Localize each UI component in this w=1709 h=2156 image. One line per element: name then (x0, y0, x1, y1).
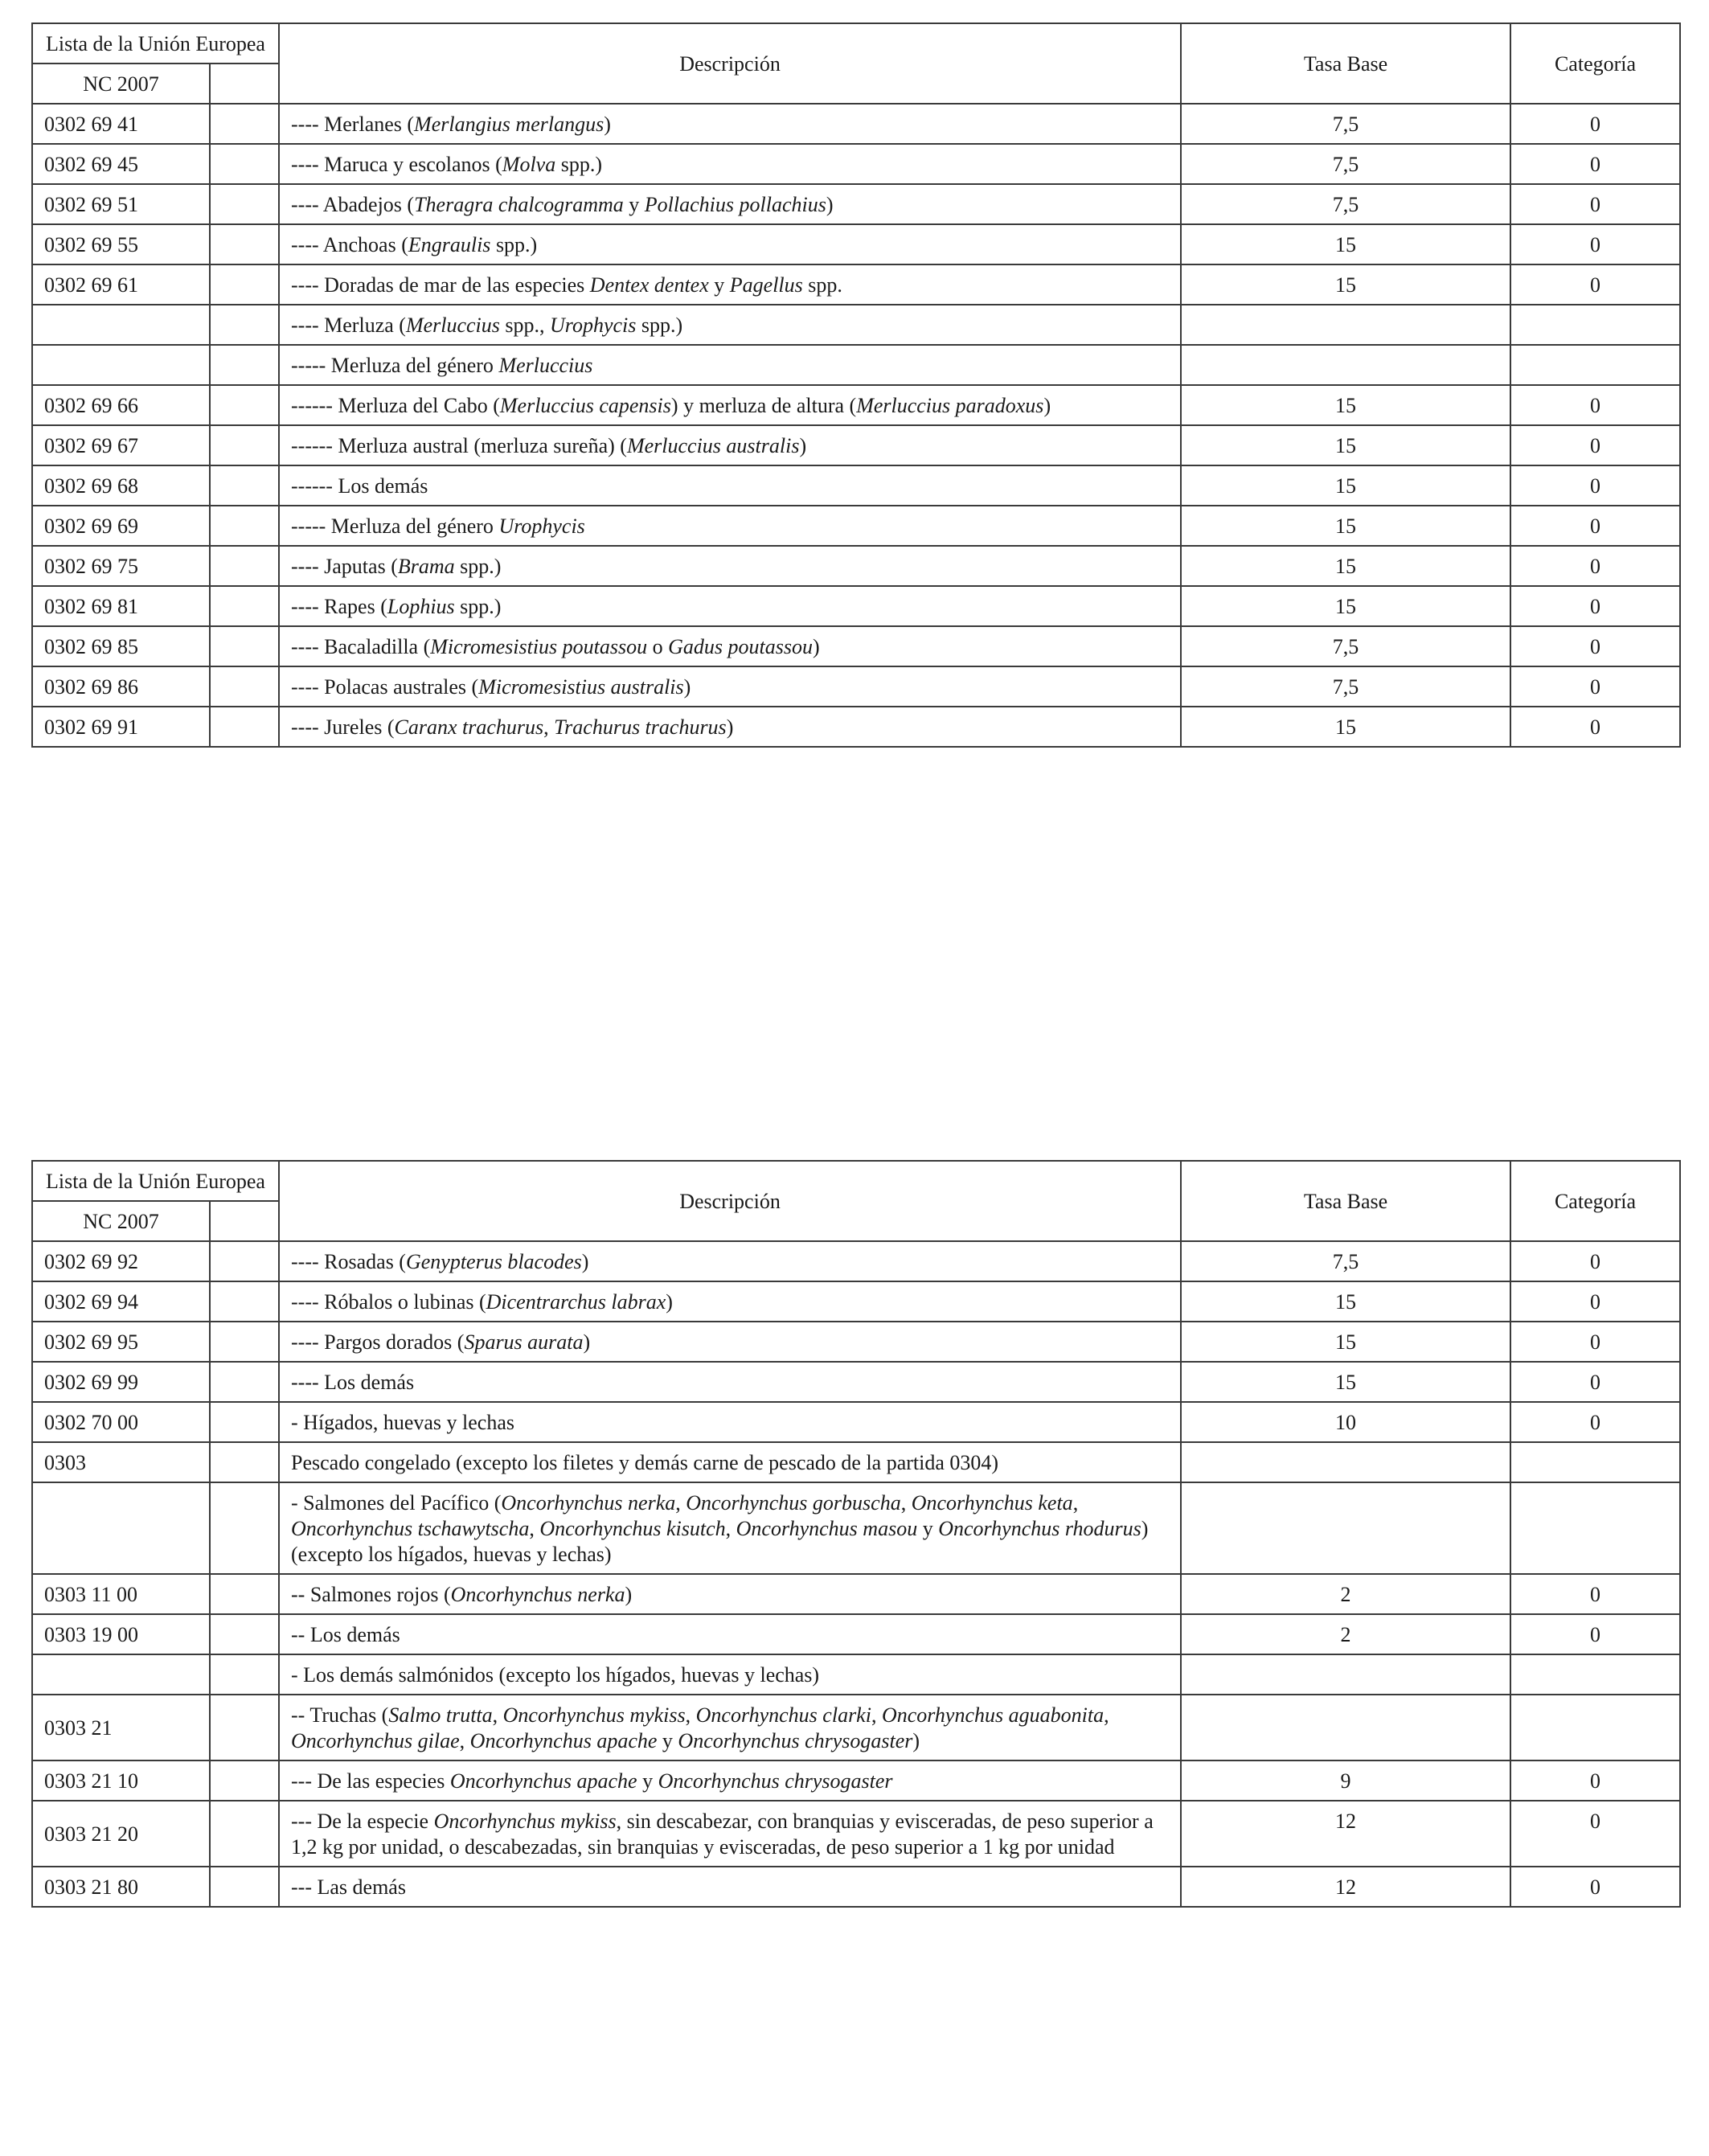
category-cell: 0 (1510, 1281, 1680, 1322)
base-rate-cell: 10 (1181, 1402, 1510, 1442)
table-row (32, 224, 1680, 264)
category-cell: 0 (1510, 465, 1680, 506)
base-rate-cell (1181, 1482, 1510, 1574)
table-row (32, 546, 1680, 586)
nc-header-cell: NC 2007 (32, 64, 210, 104)
spacer-cell (210, 1281, 279, 1322)
nc-code-cell (32, 1654, 210, 1695)
table-body (32, 104, 1680, 747)
nc-code-cell: 0302 69 99 (32, 1362, 210, 1402)
spacer-cell (210, 264, 279, 305)
base-rate-cell: 12 (1181, 1867, 1510, 1907)
base-rate-cell: 15 (1181, 546, 1510, 586)
base-rate-cell: 2 (1181, 1574, 1510, 1614)
category-cell: 0 (1510, 1574, 1680, 1614)
spacer-cell (210, 385, 279, 425)
table-row (32, 465, 1680, 506)
category-cell: 0 (1510, 1801, 1680, 1867)
nc-code-cell: 0303 21 20 (32, 1801, 210, 1867)
nc-code-cell: 0302 69 68 (32, 465, 210, 506)
spacer-cell (210, 425, 279, 465)
spacer-cell (210, 1482, 279, 1574)
table-row (32, 1241, 1680, 1281)
base-rate-cell: 7,5 (1181, 184, 1510, 224)
base-rate-cell: 2 (1181, 1614, 1510, 1654)
base-rate-header-cell: Tasa Base (1181, 23, 1510, 104)
nc-code-cell: 0302 69 94 (32, 1281, 210, 1322)
description-cell: ------ Los demás (279, 465, 1181, 506)
description-cell: ----- Merluza del género Urophycis (279, 506, 1181, 546)
description-cell: ---- Rapes (Lophius spp.) (279, 586, 1181, 626)
category-cell: 0 (1510, 1760, 1680, 1801)
table-row (32, 1614, 1680, 1654)
category-cell: 0 (1510, 1241, 1680, 1281)
category-cell: 0 (1510, 224, 1680, 264)
description-cell: ------ Merluza austral (merluza sureña) (Merluccius australis) (279, 425, 1181, 465)
table-row (32, 1760, 1680, 1801)
base-rate-cell: 7,5 (1181, 666, 1510, 707)
header-row (32, 23, 1680, 64)
description-cell: - Los demás salmónidos (excepto los hígados, huevas y lechas) (279, 1654, 1181, 1695)
nc-header-cell: NC 2007 (32, 1201, 210, 1241)
table-row (32, 264, 1680, 305)
base-rate-cell (1181, 1654, 1510, 1695)
nc-code-cell (32, 1482, 210, 1574)
category-cell: 0 (1510, 184, 1680, 224)
spacer-cell (210, 1801, 279, 1867)
description-cell: ---- Los demás (279, 1362, 1181, 1402)
category-cell: 0 (1510, 385, 1680, 425)
table-row (32, 586, 1680, 626)
category-cell (1510, 345, 1680, 385)
category-cell: 0 (1510, 626, 1680, 666)
table-row (32, 144, 1680, 184)
spacer-cell (210, 1402, 279, 1442)
table-row (32, 1402, 1680, 1442)
description-cell: ---- Bacaladilla (Micromesistius poutassou o Gadus poutassou) (279, 626, 1181, 666)
spacer-cell (210, 1867, 279, 1907)
base-rate-cell: 7,5 (1181, 144, 1510, 184)
base-rate-cell: 15 (1181, 1322, 1510, 1362)
category-cell: 0 (1510, 506, 1680, 546)
nc-code-cell: 0302 69 81 (32, 586, 210, 626)
category-cell: 0 (1510, 707, 1680, 747)
description-cell: - Hígados, huevas y lechas (279, 1402, 1181, 1442)
spacer-cell (210, 626, 279, 666)
description-cell: ---- Rosadas (Genypterus blacodes) (279, 1241, 1181, 1281)
category-cell (1510, 1482, 1680, 1574)
spacer-cell (210, 1362, 279, 1402)
table-row (32, 1482, 1680, 1574)
description-cell: - Salmones del Pacífico (Oncorhynchus nerka, Oncorhynchus gorbuscha, Oncorhynchus keta, Oncorhynchus tschawytscha, Oncorhynchus kisutch, Oncorhynchus masou y Oncorhynchus rhodurus) (excepto los hígados, huevas y lechas) (279, 1482, 1181, 1574)
description-header-cell: Descripción (279, 1161, 1181, 1241)
spacer-cell (210, 1442, 279, 1482)
nc-code-cell: 0302 69 41 (32, 104, 210, 144)
description-cell: --- De la especie Oncorhynchus mykiss, sin descabezar, con branquias y evisceradas, de peso superior a 1,2 kg por unidad, o descabezadas, sin branquias y evisceradas, de peso superior a 1 kg por unidad (279, 1801, 1181, 1867)
base-rate-cell: 15 (1181, 506, 1510, 546)
spacer-cell (210, 666, 279, 707)
description-cell: ---- Polacas australes (Micromesistius australis) (279, 666, 1181, 707)
base-rate-cell: 15 (1181, 264, 1510, 305)
base-rate-cell: 15 (1181, 224, 1510, 264)
base-rate-cell (1181, 305, 1510, 345)
base-rate-cell (1181, 1442, 1510, 1482)
nc-code-cell: 0302 69 85 (32, 626, 210, 666)
table-row (32, 666, 1680, 707)
base-rate-header-cell: Tasa Base (1181, 1161, 1510, 1241)
base-rate-cell: 15 (1181, 586, 1510, 626)
table-row (32, 385, 1680, 425)
nc-code-cell: 0303 11 00 (32, 1574, 210, 1614)
spacer-cell (210, 707, 279, 747)
table-row (32, 1281, 1680, 1322)
nc-code-cell: 0302 69 95 (32, 1322, 210, 1362)
base-rate-cell: 7,5 (1181, 626, 1510, 666)
spacer-cell (210, 184, 279, 224)
spacer-cell (210, 345, 279, 385)
base-rate-cell: 7,5 (1181, 1241, 1510, 1281)
description-cell: ---- Pargos dorados (Sparus aurata) (279, 1322, 1181, 1362)
table-row (32, 1322, 1680, 1362)
base-rate-cell: 15 (1181, 1281, 1510, 1322)
category-cell: 0 (1510, 425, 1680, 465)
spacer-cell (210, 1574, 279, 1614)
tariff-table-2 (31, 1160, 1681, 1908)
table-row (32, 1362, 1680, 1402)
category-cell: 0 (1510, 264, 1680, 305)
category-cell: 0 (1510, 1322, 1680, 1362)
base-rate-cell: 7,5 (1181, 104, 1510, 144)
header-row (32, 1161, 1680, 1201)
base-rate-cell: 15 (1181, 1362, 1510, 1402)
category-cell: 0 (1510, 1867, 1680, 1907)
description-cell: --- De las especies Oncorhynchus apache y Oncorhynchus chrysogaster (279, 1760, 1181, 1801)
spacer-cell (210, 506, 279, 546)
nc-code-cell: 0302 69 66 (32, 385, 210, 425)
spacer-cell (210, 465, 279, 506)
table-row (32, 1654, 1680, 1695)
category-cell: 0 (1510, 546, 1680, 586)
spacer-cell (210, 305, 279, 345)
description-cell: -- Truchas (Salmo trutta, Oncorhynchus mykiss, Oncorhynchus clarki, Oncorhynchus aguabonita, Oncorhynchus gilae, Oncorhynchus apache y Oncorhynchus chrysogaster) (279, 1695, 1181, 1760)
nc-code-cell: 0302 69 92 (32, 1241, 210, 1281)
nc-code-cell (32, 305, 210, 345)
category-cell (1510, 1654, 1680, 1695)
category-cell: 0 (1510, 1362, 1680, 1402)
nc-code-cell: 0302 69 67 (32, 425, 210, 465)
list-header-cell: Lista de la Unión Europea (32, 1161, 279, 1201)
description-header-cell: Descripción (279, 23, 1181, 104)
category-cell: 0 (1510, 104, 1680, 144)
table-row (32, 1574, 1680, 1614)
table-row (32, 425, 1680, 465)
table-body (32, 1241, 1680, 1907)
list-header-cell: Lista de la Unión Europea (32, 23, 279, 64)
spacer-cell (210, 1654, 279, 1695)
description-cell: ---- Merluza (Merluccius spp., Urophycis spp.) (279, 305, 1181, 345)
category-cell (1510, 305, 1680, 345)
category-header-cell: Categoría (1510, 1161, 1680, 1241)
base-rate-cell: 15 (1181, 425, 1510, 465)
spacer-cell (210, 1695, 279, 1760)
description-cell: --- Las demás (279, 1867, 1181, 1907)
category-cell: 0 (1510, 1614, 1680, 1654)
description-cell: ---- Merlanes (Merlangius merlangus) (279, 104, 1181, 144)
nc-code-cell: 0302 69 86 (32, 666, 210, 707)
description-cell: ---- Maruca y escolanos (Molva spp.) (279, 144, 1181, 184)
table-row (32, 1867, 1680, 1907)
description-cell: ---- Doradas de mar de las especies Dentex dentex y Pagellus spp. (279, 264, 1181, 305)
spacer-cell (210, 1614, 279, 1654)
spacer-cell (210, 144, 279, 184)
table-row (32, 1695, 1680, 1760)
nc-code-cell: 0303 21 (32, 1695, 210, 1760)
description-cell: ---- Japutas (Brama spp.) (279, 546, 1181, 586)
spacer-cell (210, 586, 279, 626)
nc-code-cell: 0303 19 00 (32, 1614, 210, 1654)
spacer-cell (210, 1241, 279, 1281)
description-cell: Pescado congelado (excepto los filetes y demás carne de pescado de la partida 0304) (279, 1442, 1181, 1482)
table-row (32, 345, 1680, 385)
table-row (32, 626, 1680, 666)
nc-code-cell: 0302 69 61 (32, 264, 210, 305)
nc-code-cell: 0302 69 69 (32, 506, 210, 546)
header-spacer-cell (210, 64, 279, 104)
table-row (32, 305, 1680, 345)
table-row (32, 104, 1680, 144)
base-rate-cell: 15 (1181, 465, 1510, 506)
base-rate-cell: 9 (1181, 1760, 1510, 1801)
description-cell: ----- Merluza del género Merluccius (279, 345, 1181, 385)
table-row (32, 1801, 1680, 1867)
spacer-cell (210, 1322, 279, 1362)
base-rate-cell (1181, 1695, 1510, 1760)
spacer-cell (210, 104, 279, 144)
base-rate-cell: 12 (1181, 1801, 1510, 1867)
description-cell: ------ Merluza del Cabo (Merluccius capensis) y merluza de altura (Merluccius paradoxus) (279, 385, 1181, 425)
category-header-cell: Categoría (1510, 23, 1680, 104)
category-cell: 0 (1510, 586, 1680, 626)
category-cell: 0 (1510, 1402, 1680, 1442)
description-cell: ---- Abadejos (Theragra chalcogramma y Pollachius pollachius) (279, 184, 1181, 224)
table-row (32, 1442, 1680, 1482)
category-cell: 0 (1510, 144, 1680, 184)
nc-code-cell: 0303 21 80 (32, 1867, 210, 1907)
base-rate-cell: 15 (1181, 385, 1510, 425)
category-cell (1510, 1695, 1680, 1760)
description-cell: ---- Jureles (Caranx trachurus, Trachurus trachurus) (279, 707, 1181, 747)
nc-code-cell: 0303 (32, 1442, 210, 1482)
base-rate-cell (1181, 345, 1510, 385)
category-cell: 0 (1510, 666, 1680, 707)
nc-code-cell: 0302 70 00 (32, 1402, 210, 1442)
header-spacer-cell (210, 1201, 279, 1241)
nc-code-cell: 0302 69 51 (32, 184, 210, 224)
table-row (32, 184, 1680, 224)
table-row (32, 707, 1680, 747)
nc-code-cell: 0302 69 45 (32, 144, 210, 184)
tariff-table-1 (31, 23, 1681, 748)
nc-code-cell: 0302 69 91 (32, 707, 210, 747)
category-cell (1510, 1442, 1680, 1482)
description-cell: -- Salmones rojos (Oncorhynchus nerka) (279, 1574, 1181, 1614)
description-cell: -- Los demás (279, 1614, 1181, 1654)
nc-code-cell (32, 345, 210, 385)
spacer-cell (210, 546, 279, 586)
spacer-cell (210, 224, 279, 264)
description-cell: ---- Róbalos o lubinas (Dicentrarchus labrax) (279, 1281, 1181, 1322)
description-cell: ---- Anchoas (Engraulis spp.) (279, 224, 1181, 264)
nc-code-cell: 0303 21 10 (32, 1760, 210, 1801)
base-rate-cell: 15 (1181, 707, 1510, 747)
table-row (32, 506, 1680, 546)
nc-code-cell: 0302 69 55 (32, 224, 210, 264)
spacer-cell (210, 1760, 279, 1801)
nc-code-cell: 0302 69 75 (32, 546, 210, 586)
